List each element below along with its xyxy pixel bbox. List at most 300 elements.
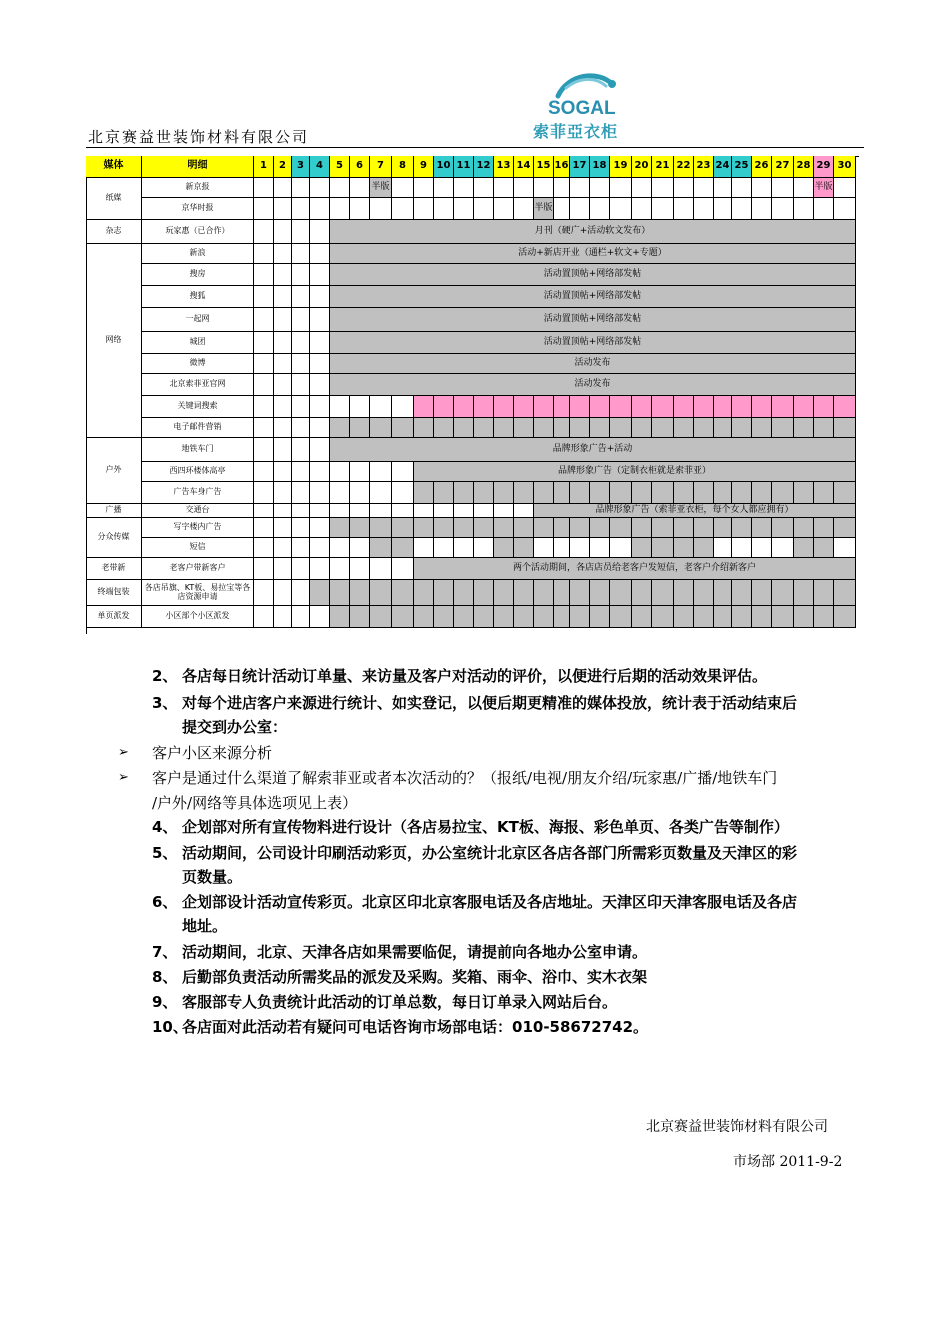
- list-item: [152, 941, 647, 962]
- day-cell: [694, 580, 714, 606]
- media-group: 分众传媒: [86, 518, 142, 558]
- item-text: 地址。: [182, 917, 228, 935]
- detail-cell: 地铁车门: [142, 438, 254, 462]
- day-cell: [590, 580, 610, 606]
- day-header: 1: [254, 156, 274, 178]
- day-cell: [350, 418, 370, 438]
- day-cell: [292, 374, 310, 396]
- day-header: 9: [414, 156, 434, 178]
- item-text: 各店面对此活动若有疑问可电话咨询市场部电话：010-58672742。: [182, 1018, 649, 1036]
- day-header: 29: [814, 156, 834, 178]
- day-cell: [752, 518, 772, 538]
- day-cell: [454, 538, 474, 558]
- day-cell: [732, 396, 752, 418]
- list-item: [152, 991, 617, 1012]
- day-cell: [814, 418, 834, 438]
- day-cell: [834, 606, 856, 628]
- day-cell: [772, 198, 794, 220]
- day-cell: [454, 504, 474, 518]
- day-cell: [714, 418, 732, 438]
- day-cell: [632, 178, 652, 198]
- day-cell: [292, 538, 310, 558]
- day-header: 11: [454, 156, 474, 178]
- day-cell: [590, 396, 610, 418]
- day-cell: [274, 462, 292, 482]
- day-cell: [454, 580, 474, 606]
- day-cell: [834, 418, 856, 438]
- day-cell: [514, 538, 534, 558]
- day-cell: [254, 482, 274, 504]
- detail-cell: 微博: [142, 354, 254, 374]
- day-cell: [834, 538, 856, 558]
- item-text: 活动期间，北京、天津各店如果需要临促，请提前向各地办公室申请。: [182, 943, 648, 961]
- list-item: [152, 792, 357, 813]
- logo-chinese-name: 索菲亞衣柜: [533, 122, 619, 141]
- day-cell: [370, 518, 392, 538]
- day-cell: [494, 606, 514, 628]
- day-cell: [310, 374, 330, 396]
- day-header: 2: [274, 156, 292, 178]
- day-header: 28: [794, 156, 814, 178]
- day-cell: [632, 538, 652, 558]
- day-cell: [570, 198, 590, 220]
- day-header: 14: [514, 156, 534, 178]
- day-cell: [310, 396, 330, 418]
- day-cell: [752, 418, 772, 438]
- day-cell: [652, 178, 674, 198]
- day-cell: [674, 198, 694, 220]
- day-cell: [292, 354, 310, 374]
- day-cell: [554, 518, 570, 538]
- day-header: 4: [310, 156, 330, 178]
- day-cell: [254, 606, 274, 628]
- media-group: 广播: [86, 504, 142, 518]
- day-cell: [674, 606, 694, 628]
- day-header: 3: [292, 156, 310, 178]
- day-cell: [454, 518, 474, 538]
- day-cell: [714, 396, 732, 418]
- day-cell: [554, 178, 570, 198]
- day-cell: [454, 396, 474, 418]
- day-cell: [694, 606, 714, 628]
- detail-cell: 北京索菲亚官网: [142, 374, 254, 396]
- day-cell: [370, 418, 392, 438]
- day-header: 12: [474, 156, 494, 178]
- item-text: 页数量。: [182, 868, 243, 886]
- detail-cell: 西四环楼体高亭: [142, 462, 254, 482]
- media-schedule-table: [86, 156, 859, 634]
- day-cell: [254, 178, 274, 198]
- day-cell: [534, 606, 554, 628]
- day-cell: [570, 418, 590, 438]
- day-cell: [310, 178, 330, 198]
- day-cell: [274, 580, 292, 606]
- day-cell: [274, 354, 292, 374]
- item-number: 8、: [152, 968, 178, 986]
- day-header: 24: [714, 156, 732, 178]
- day-cell: [292, 286, 310, 308]
- day-cell: [292, 518, 310, 538]
- day-cell: [330, 504, 350, 518]
- list-item: [152, 891, 797, 912]
- day-cell: [274, 308, 292, 332]
- day-cell: [554, 198, 570, 220]
- day-cell: [254, 220, 274, 244]
- day-cell: [652, 606, 674, 628]
- item-text: /户外/网络等具体选项见上表）: [152, 794, 358, 812]
- day-header: 6: [350, 156, 370, 178]
- day-cell: [632, 606, 652, 628]
- day-cell: [590, 538, 610, 558]
- day-cell: [514, 504, 534, 518]
- day-cell: [254, 308, 274, 332]
- detail-cell: 京华时报: [142, 198, 254, 220]
- day-cell: [772, 580, 794, 606]
- list-item: [152, 816, 789, 837]
- day-cell: [610, 538, 632, 558]
- list-item: [152, 1016, 648, 1037]
- day-cell: [292, 438, 310, 462]
- footer-dept-date: 市场部 2011-9-2: [733, 1154, 843, 1170]
- day-cell: [474, 198, 494, 220]
- day-header: 15: [534, 156, 554, 178]
- day-cell: [392, 504, 414, 518]
- day-cell: [752, 538, 772, 558]
- campaign-bar: 月刊（硬广+活动软文发布）: [330, 220, 856, 244]
- day-cell: [610, 606, 632, 628]
- day-header: 27: [772, 156, 794, 178]
- day-header: 30: [834, 156, 856, 178]
- campaign-bar: 品牌形象广告（索菲亚衣柜，每个女人都应拥有）: [534, 504, 856, 518]
- day-header: 5: [330, 156, 350, 178]
- day-cell: [714, 198, 732, 220]
- day-cell: [732, 538, 752, 558]
- list-item: [152, 767, 777, 788]
- day-cell: [310, 504, 330, 518]
- day-cell: [732, 178, 752, 198]
- day-cell: [590, 418, 610, 438]
- day-cell: [714, 580, 732, 606]
- item-number: 5、: [152, 844, 178, 862]
- day-cell: [814, 518, 834, 538]
- day-cell: [370, 606, 392, 628]
- media-group: 终端包装: [86, 580, 142, 606]
- day-cell: [694, 418, 714, 438]
- day-cell: [554, 482, 570, 504]
- detail-cell: 小区部个小区派发: [142, 606, 254, 628]
- detail-cell: 玩家惠（已合作）: [142, 220, 254, 244]
- day-cell: [414, 198, 434, 220]
- day-cell: [772, 396, 794, 418]
- campaign-bar: 品牌形象广告+活动: [330, 438, 856, 462]
- day-cell: [772, 482, 794, 504]
- day-cell: [370, 482, 392, 504]
- day-cell: [414, 178, 434, 198]
- day-cell: [292, 178, 310, 198]
- day-cell: [474, 538, 494, 558]
- day-cell: [310, 462, 330, 482]
- day-cell: [274, 332, 292, 354]
- day-cell: [514, 518, 534, 538]
- day-cell: [414, 482, 434, 504]
- media-group: 单页派发: [86, 606, 142, 628]
- day-cell: [632, 482, 652, 504]
- day-cell: [772, 178, 794, 198]
- day-cell: [330, 538, 350, 558]
- day-cell: [310, 332, 330, 354]
- day-cell: [814, 580, 834, 606]
- day-cell: [274, 374, 292, 396]
- day-cell: [330, 558, 350, 580]
- day-cell: [350, 518, 370, 538]
- campaign-bar: 活动+新店开业（通栏+软文+专题）: [330, 244, 856, 264]
- day-cell: [632, 396, 652, 418]
- day-cell: [414, 518, 434, 538]
- day-cell: [534, 396, 554, 418]
- day-cell: [632, 418, 652, 438]
- day-cell: [254, 438, 274, 462]
- day-cell: [392, 178, 414, 198]
- campaign-bar: 活动置顶帖+网络部发帖: [330, 332, 856, 354]
- day-cell: [254, 580, 274, 606]
- day-cell: [570, 482, 590, 504]
- day-cell: [732, 518, 752, 538]
- item-number: 4、: [152, 818, 178, 836]
- day-cell: [292, 580, 310, 606]
- day-cell: [834, 396, 856, 418]
- item-number: 9、: [152, 993, 178, 1011]
- day-cell: [590, 482, 610, 504]
- media-group: 户外: [86, 438, 142, 504]
- day-cell: [474, 580, 494, 606]
- day-cell: [610, 198, 632, 220]
- day-cell: [732, 482, 752, 504]
- day-cell: [274, 518, 292, 538]
- day-cell: [274, 264, 292, 286]
- day-cell: [494, 418, 514, 438]
- day-header: 16: [554, 156, 570, 178]
- day-cell: [534, 418, 554, 438]
- day-cell: [534, 538, 554, 558]
- header-rule: [86, 147, 864, 148]
- campaign-bar: 活动置顶帖+网络部发帖: [330, 308, 856, 332]
- detail-cell: 新浪: [142, 244, 254, 264]
- day-cell: [292, 396, 310, 418]
- day-cell: [610, 518, 632, 538]
- day-cell: [534, 178, 554, 198]
- campaign-bar: 品牌形象广告（定制衣柜就是索菲亚）: [414, 462, 856, 482]
- day-cell: [694, 198, 714, 220]
- day-cell: [732, 418, 752, 438]
- day-cell: 半版: [534, 198, 554, 220]
- day-cell: [330, 198, 350, 220]
- day-cell: [434, 538, 454, 558]
- day-cell: [310, 418, 330, 438]
- day-cell: [652, 538, 674, 558]
- day-cell: [814, 538, 834, 558]
- day-cell: [674, 518, 694, 538]
- day-cell: [370, 462, 392, 482]
- day-cell: [392, 482, 414, 504]
- detail-cell: 关键词搜索: [142, 396, 254, 418]
- day-cell: [494, 580, 514, 606]
- day-header: 17: [570, 156, 590, 178]
- day-cell: [814, 482, 834, 504]
- item-number: 7、: [152, 943, 178, 961]
- day-cell: [752, 198, 772, 220]
- day-cell: [274, 198, 292, 220]
- day-cell: [732, 606, 752, 628]
- day-cell: [434, 580, 454, 606]
- day-cell: [474, 396, 494, 418]
- day-header: 20: [632, 156, 652, 178]
- day-cell: [514, 418, 534, 438]
- day-cell: [292, 606, 310, 628]
- day-cell: 半版: [814, 178, 834, 198]
- day-cell: [752, 396, 772, 418]
- day-cell: [454, 482, 474, 504]
- day-cell: [570, 606, 590, 628]
- day-cell: [794, 538, 814, 558]
- day-cell: [714, 606, 732, 628]
- day-cell: [392, 606, 414, 628]
- item-number: 3、: [152, 694, 178, 712]
- day-cell: [794, 198, 814, 220]
- day-cell: [310, 308, 330, 332]
- detail-cell: 一起网: [142, 308, 254, 332]
- day-cell: [350, 606, 370, 628]
- day-cell: [350, 558, 370, 580]
- day-cell: [794, 606, 814, 628]
- day-cell: [514, 580, 534, 606]
- day-cell: [652, 396, 674, 418]
- day-cell: [454, 606, 474, 628]
- day-cell: [350, 396, 370, 418]
- item-text: 提交到办公室：: [182, 718, 288, 736]
- day-cell: [694, 538, 714, 558]
- day-cell: [330, 606, 350, 628]
- day-cell: [752, 580, 772, 606]
- day-cell: [310, 606, 330, 628]
- day-cell: [330, 518, 350, 538]
- day-cell: [514, 396, 534, 418]
- day-cell: [254, 504, 274, 518]
- day-cell: [494, 198, 514, 220]
- day-cell: [714, 482, 732, 504]
- day-cell: [350, 504, 370, 518]
- day-header: 22: [674, 156, 694, 178]
- day-cell: [292, 418, 310, 438]
- day-cell: [414, 606, 434, 628]
- day-cell: [674, 178, 694, 198]
- day-cell: [274, 438, 292, 462]
- detail-cell: 搜房: [142, 264, 254, 286]
- day-cell: [292, 220, 310, 244]
- day-cell: [632, 198, 652, 220]
- day-cell: [772, 518, 794, 538]
- day-cell: [494, 538, 514, 558]
- day-cell: [370, 198, 392, 220]
- item-number: 10、: [152, 1018, 188, 1036]
- day-cell: [254, 462, 274, 482]
- media-group: 老带新: [86, 558, 142, 580]
- day-cell: [414, 504, 434, 518]
- day-cell: [514, 482, 534, 504]
- day-cell: [610, 418, 632, 438]
- day-cell: [274, 504, 292, 518]
- day-cell: [392, 462, 414, 482]
- day-cell: [370, 580, 392, 606]
- day-cell: [554, 396, 570, 418]
- day-cell: [494, 396, 514, 418]
- item-text: 各店每日统计活动订单量、来访量及客户对活动的评价，以便进行后期的活动效果评估。: [182, 667, 768, 685]
- detail-cell: 各店吊旗、KT板、易拉宝等各店资源申请: [142, 580, 254, 606]
- day-cell: [474, 418, 494, 438]
- arrow-bullet-icon: ➢: [118, 745, 129, 760]
- day-cell: [392, 198, 414, 220]
- day-cell: [714, 178, 732, 198]
- day-cell: [254, 264, 274, 286]
- day-cell: [350, 580, 370, 606]
- day-cell: [370, 396, 392, 418]
- day-header: 19: [610, 156, 632, 178]
- item-text: 活动期间，公司设计印刷活动彩页，办公室统计北京区各店各部门所需彩页数量及天津区的彩: [182, 844, 798, 862]
- day-cell: [570, 538, 590, 558]
- day-cell: [310, 558, 330, 580]
- day-cell: [474, 504, 494, 518]
- media-group: 杂志: [86, 220, 142, 244]
- day-cell: [274, 244, 292, 264]
- day-cell: [392, 580, 414, 606]
- day-cell: [834, 482, 856, 504]
- item-text: 客户是通过什么渠道了解索菲亚或者本次活动的？（报纸/电视/朋友介绍/玩家惠/广播/地铁车门: [152, 769, 778, 787]
- day-cell: [274, 220, 292, 244]
- day-cell: [330, 580, 350, 606]
- day-cell: [652, 198, 674, 220]
- item-text: 客服部专人负责统计此活动的订单总数，每日订单录入网站后台。: [182, 993, 618, 1011]
- detail-cell: 新京报: [142, 178, 254, 198]
- day-cell: [834, 198, 856, 220]
- day-cell: [274, 178, 292, 198]
- detail-cell: 短信: [142, 538, 254, 558]
- day-cell: [434, 518, 454, 538]
- campaign-bar: 两个活动期间，各店店员给老客户发短信，老客户介绍新客户: [414, 558, 856, 580]
- day-cell: [610, 396, 632, 418]
- campaign-bar: 活动发布: [330, 374, 856, 396]
- day-cell: [590, 518, 610, 538]
- campaign-bar: 活动置顶帖+网络部发帖: [330, 264, 856, 286]
- day-cell: [434, 418, 454, 438]
- day-cell: [834, 178, 856, 198]
- day-header: 10: [434, 156, 454, 178]
- day-cell: [350, 482, 370, 504]
- day-cell: [652, 482, 674, 504]
- day-cell: [330, 396, 350, 418]
- item-text: 客户小区来源分析: [152, 744, 273, 762]
- day-cell: [794, 178, 814, 198]
- item-number: 6、: [152, 893, 178, 911]
- day-cell: [310, 580, 330, 606]
- day-header: 7: [370, 156, 392, 178]
- day-cell: [310, 220, 330, 244]
- day-cell: 半版: [370, 178, 392, 198]
- day-cell: [652, 580, 674, 606]
- day-cell: [350, 198, 370, 220]
- day-cell: [494, 482, 514, 504]
- detail-cell: 写字楼内广告: [142, 518, 254, 538]
- day-cell: [514, 198, 534, 220]
- day-cell: [674, 580, 694, 606]
